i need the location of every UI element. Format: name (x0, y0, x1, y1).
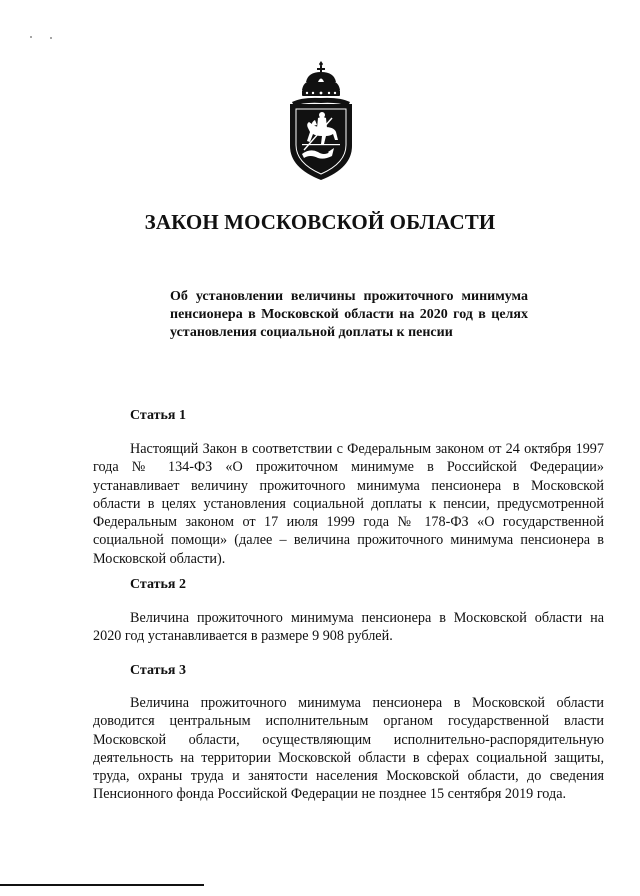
document-title: ЗАКОН МОСКОВСКОЙ ОБЛАСТИ (144, 210, 496, 234)
article-3-heading: Статья 3 (130, 663, 186, 678)
coat-of-arms-icon (282, 60, 360, 182)
scan-speck (30, 36, 54, 39)
article-2-heading: Статья 2 (130, 577, 186, 592)
footer-rule (0, 884, 204, 886)
article-3-text: Величина прожиточного минимума пенсионера в Московской области доводится центральным исполнительным органом государственной власти Московской области, осуществляющим исполнительно-распорядительную деятельность на территории Московской области в сферах социальной защиты, труда, охраны труда и занятости населения Московской области, до сведения Пенсионного фонда Российской Федерации не позднее 15 сентября 2019 года. (93, 695, 604, 803)
article-1-text: Настоящий Закон в соответствии с Федеральным законом от 24 октября 1997 года № 134-ФЗ «О прожиточном минимуме в Российской Федерации» устанавливает величину прожиточного минимума пенсионера в Московской области в целях установления социальной доплаты к пенсии, предусмотренной Федеральным законом от 17 июля 1999 года № 178-ФЗ «О государственной социальной помощи» (далее – величина прожиточного минимума пенсионера в Московской области). (93, 441, 604, 567)
article-1-heading: Статья 1 (130, 408, 186, 423)
document-subtitle: Об установлении величины прожиточного минимума пенсионера в Московской области на 2020 год в целях установления социальной доплаты к пенсии (170, 289, 528, 340)
article-2-text: Величина прожиточного минимума пенсионера в Московской области на 2020 год устанавливается в размере 9 908 рублей. (93, 610, 604, 645)
